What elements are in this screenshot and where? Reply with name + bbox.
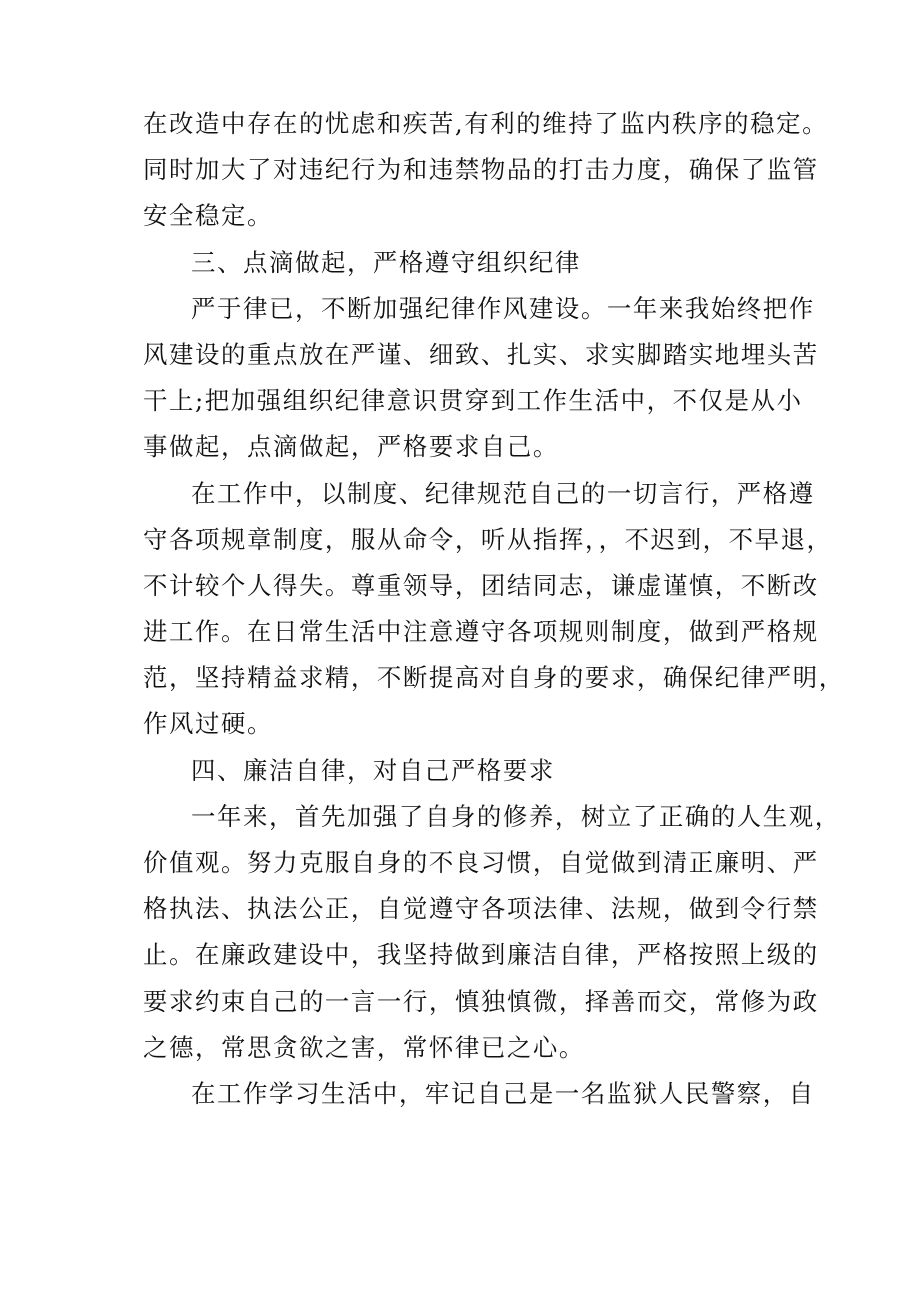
document-body: [143, 101, 845, 1117]
text-line: 严于律已，不断加强纪律作风建设。一年来我始终把作: [191, 293, 815, 323]
text-line: 守各项规章制度，服从命令，听从指挥，，不迟到，不早退，: [143, 524, 833, 554]
text-line: 不计较个人得失。尊重领导，团结同志，谦虚谨慎，不断改: [143, 570, 819, 600]
text-line: 价值观。努力克服自身的不良习惯，自觉做到清正廉明、严: [143, 848, 819, 877]
text-line: 要求约束自己的一言一行，慎独慎微，择善而交，常修为政: [143, 986, 819, 1016]
section-heading-4: 四、廉洁自律，对自己严格要求: [191, 755, 555, 785]
text-line: 止。在廉政建设中，我坚持做到廉洁自律，严格按照上级的: [143, 940, 819, 970]
text-line: 之德，常思贪欲之害，常怀律已之心。: [143, 1032, 585, 1062]
text-line: 范，坚持精益求精，不断提高对自身的要求，确保纪律严明，: [143, 663, 845, 693]
text-line: 同时加大了对违纪行为和违禁物品的打击力度，确保了监管: [143, 155, 819, 185]
text-line: 格执法、执法公正，自觉遵守各项法律、法规，做到令行禁: [143, 894, 819, 924]
section-heading-3: 三、点滴做起，严格遵守组织纪律: [191, 247, 581, 277]
text-line: 进工作。在日常生活中注意遵守各项规则制度，做到严格规: [143, 617, 819, 647]
text-line: 在工作学习生活中，牢记自己是一名监狱人民警察，自: [191, 1078, 815, 1108]
text-line: 事做起，点滴做起，严格要求自己。: [143, 432, 559, 462]
text-line: 在改造中存在的忧虑和疾苦,有利的维持了监内秩序的稳定。: [143, 109, 829, 138]
text-line: 安全稳定。: [143, 201, 273, 231]
text-line: 作风过硬。: [143, 709, 273, 739]
text-line: 干上;把加强组织纪律意识贯穿到工作生活中，不仅是从小: [143, 386, 803, 416]
text-line: 在工作中，以制度、纪律规范自己的一切言行，严格遵: [191, 478, 815, 508]
text-line: 一年来，首先加强了自身的修养，树立了正确的人生观，: [191, 801, 841, 831]
text-line: 风建设的重点放在严谨、细致、扎实、求实脚踏实地埋头苦: [143, 339, 819, 369]
